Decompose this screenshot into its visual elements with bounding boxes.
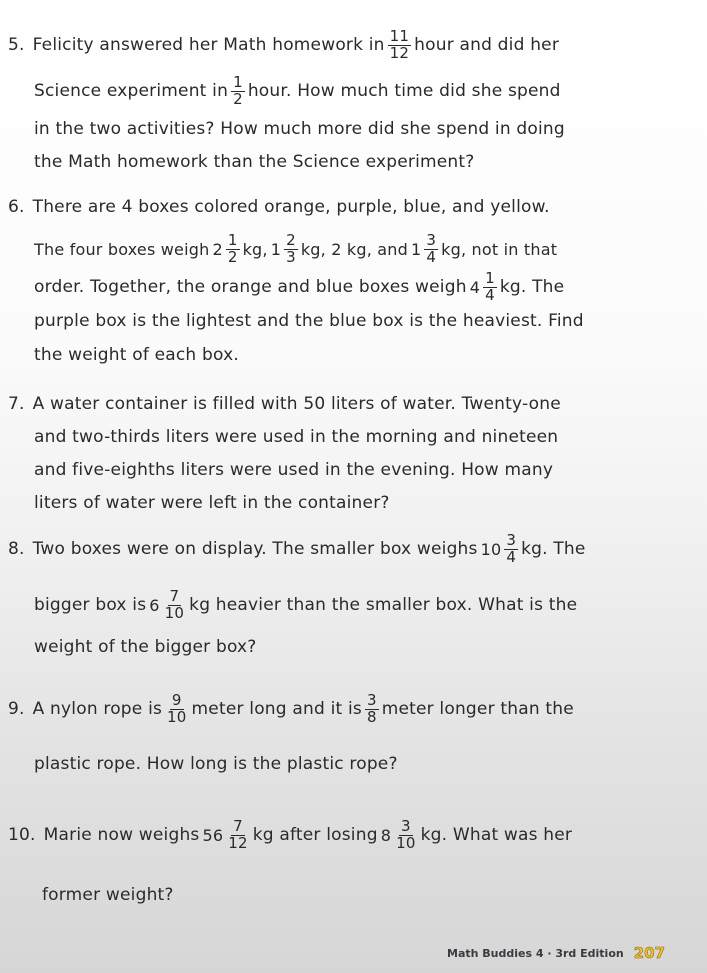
numerator: 3 — [426, 230, 437, 249]
text: weight of the bigger box? — [34, 637, 257, 657]
denominator: 4 — [485, 285, 495, 304]
text: Two boxes were on display. The smaller box weighs — [32, 539, 478, 559]
problem-line — [8, 818, 572, 852]
denominator: 10 — [164, 603, 185, 622]
text: the Math homework than the Science experiment? — [34, 152, 475, 172]
problem-number: 10. — [8, 825, 36, 845]
problem-line — [34, 232, 557, 266]
text: kg. What was her — [420, 825, 573, 845]
mixed-number-whole: 2 — [212, 239, 223, 259]
text: bigger box is — [34, 595, 147, 615]
text: kg. The — [499, 277, 565, 297]
numerator: 7 — [233, 816, 243, 835]
problem-line — [34, 486, 390, 520]
problem-line — [34, 453, 553, 487]
text: liters of water were left in the container? — [34, 493, 390, 513]
fraction — [163, 586, 187, 622]
text: kg, 2 kg, and — [300, 239, 408, 259]
text: the weight of each box. — [34, 345, 239, 365]
text: kg after losing — [252, 825, 378, 845]
page-footer — [447, 944, 665, 962]
problem-line — [42, 878, 174, 912]
text: meter long and it is — [191, 699, 362, 719]
numerator: 1 — [227, 230, 238, 249]
fraction — [394, 816, 418, 852]
text: hour. How much time did she spend — [247, 81, 561, 101]
problem-line — [8, 692, 574, 726]
text: kg heavier than the smaller box. What is the — [189, 595, 578, 615]
text: There are 4 boxes colored orange, purple, blue, and yellow. — [32, 197, 550, 217]
text: and two-thirds liters were used in the morning and nineteen — [34, 427, 559, 447]
problem-number: 9. — [8, 699, 25, 719]
denominator: 10 — [396, 833, 416, 852]
mixed-number-whole: 6 — [149, 595, 160, 615]
text: and five-eighths liters were used in the evening. How many — [34, 460, 554, 480]
fraction — [226, 816, 250, 852]
problem-line — [34, 74, 561, 108]
mixed-number-whole: 1 — [270, 239, 282, 259]
denominator: 3 — [286, 247, 296, 266]
fraction — [284, 230, 298, 266]
denominator: 4 — [426, 247, 437, 266]
fraction — [365, 690, 379, 726]
denominator: 8 — [366, 707, 377, 726]
text: Marie now weighs — [43, 825, 200, 845]
text: A nylon rope is — [32, 699, 163, 719]
problem-line — [8, 532, 586, 566]
mixed-number-whole: 4 — [469, 277, 481, 297]
numerator: 3 — [506, 530, 517, 549]
numerator: 11 — [389, 26, 410, 45]
problem-line — [34, 304, 584, 338]
fraction — [504, 530, 518, 566]
numerator: 2 — [286, 230, 296, 249]
mixed-number-whole: 8 — [380, 825, 392, 845]
text: A water container is filled with 50 liters of water. Twenty-one — [32, 394, 561, 414]
denominator: 12 — [228, 833, 248, 852]
fraction — [226, 230, 240, 266]
denominator: 2 — [233, 89, 243, 108]
problem-number: 7. — [8, 394, 25, 414]
text: in the two activities? How much more did she spend in doing — [34, 119, 565, 139]
problem-line — [34, 420, 558, 454]
text: former weight? — [42, 885, 174, 905]
problem-line — [8, 28, 559, 62]
fraction — [483, 268, 497, 304]
numerator: 3 — [366, 690, 377, 709]
page-number: 207 — [633, 944, 666, 962]
problem-number: 5. — [8, 35, 25, 55]
text: kg, — [242, 239, 268, 259]
text: order. Together, the orange and blue boxes weigh — [34, 277, 467, 297]
problem-line — [34, 588, 577, 622]
numerator: 7 — [169, 586, 180, 605]
problem-line — [8, 190, 550, 224]
numerator: 1 — [485, 268, 495, 287]
text: plastic rope. How long is the plastic rope? — [34, 754, 398, 774]
problem-line — [34, 747, 398, 781]
fraction — [424, 230, 438, 266]
book-title: Math Buddies 4 · 3rd Edition — [447, 946, 624, 960]
denominator: 10 — [167, 707, 187, 726]
problem-line — [34, 630, 257, 664]
problem-number: 8. — [8, 539, 25, 559]
fraction — [388, 26, 412, 62]
problem-number: 6. — [8, 197, 25, 217]
numerator: 9 — [171, 690, 182, 709]
denominator: 4 — [506, 547, 517, 566]
mixed-number-whole: 10 — [480, 539, 502, 559]
text: kg. The — [521, 539, 586, 559]
problem-line — [8, 387, 561, 421]
problem-line — [34, 270, 564, 304]
problem-line — [34, 338, 239, 372]
fraction — [165, 690, 189, 726]
fraction — [231, 72, 245, 108]
mixed-number-whole: 56 — [202, 825, 224, 845]
numerator: 3 — [400, 816, 411, 835]
problem-line — [34, 145, 474, 179]
text: The four boxes weigh — [34, 239, 210, 259]
text: purple box is the lightest and the blue box is the heaviest. Find — [34, 311, 584, 331]
text: Science experiment in — [34, 81, 229, 101]
text: Felicity answered her Math homework in — [32, 35, 385, 55]
mixed-number-whole: 1 — [410, 239, 422, 259]
problem-line — [34, 112, 565, 146]
text: meter longer than the — [381, 699, 574, 719]
denominator: 12 — [389, 43, 410, 62]
text: hour and did her — [414, 35, 560, 55]
numerator: 1 — [233, 72, 243, 91]
denominator: 2 — [227, 247, 238, 266]
text: kg, not in that — [441, 239, 558, 259]
